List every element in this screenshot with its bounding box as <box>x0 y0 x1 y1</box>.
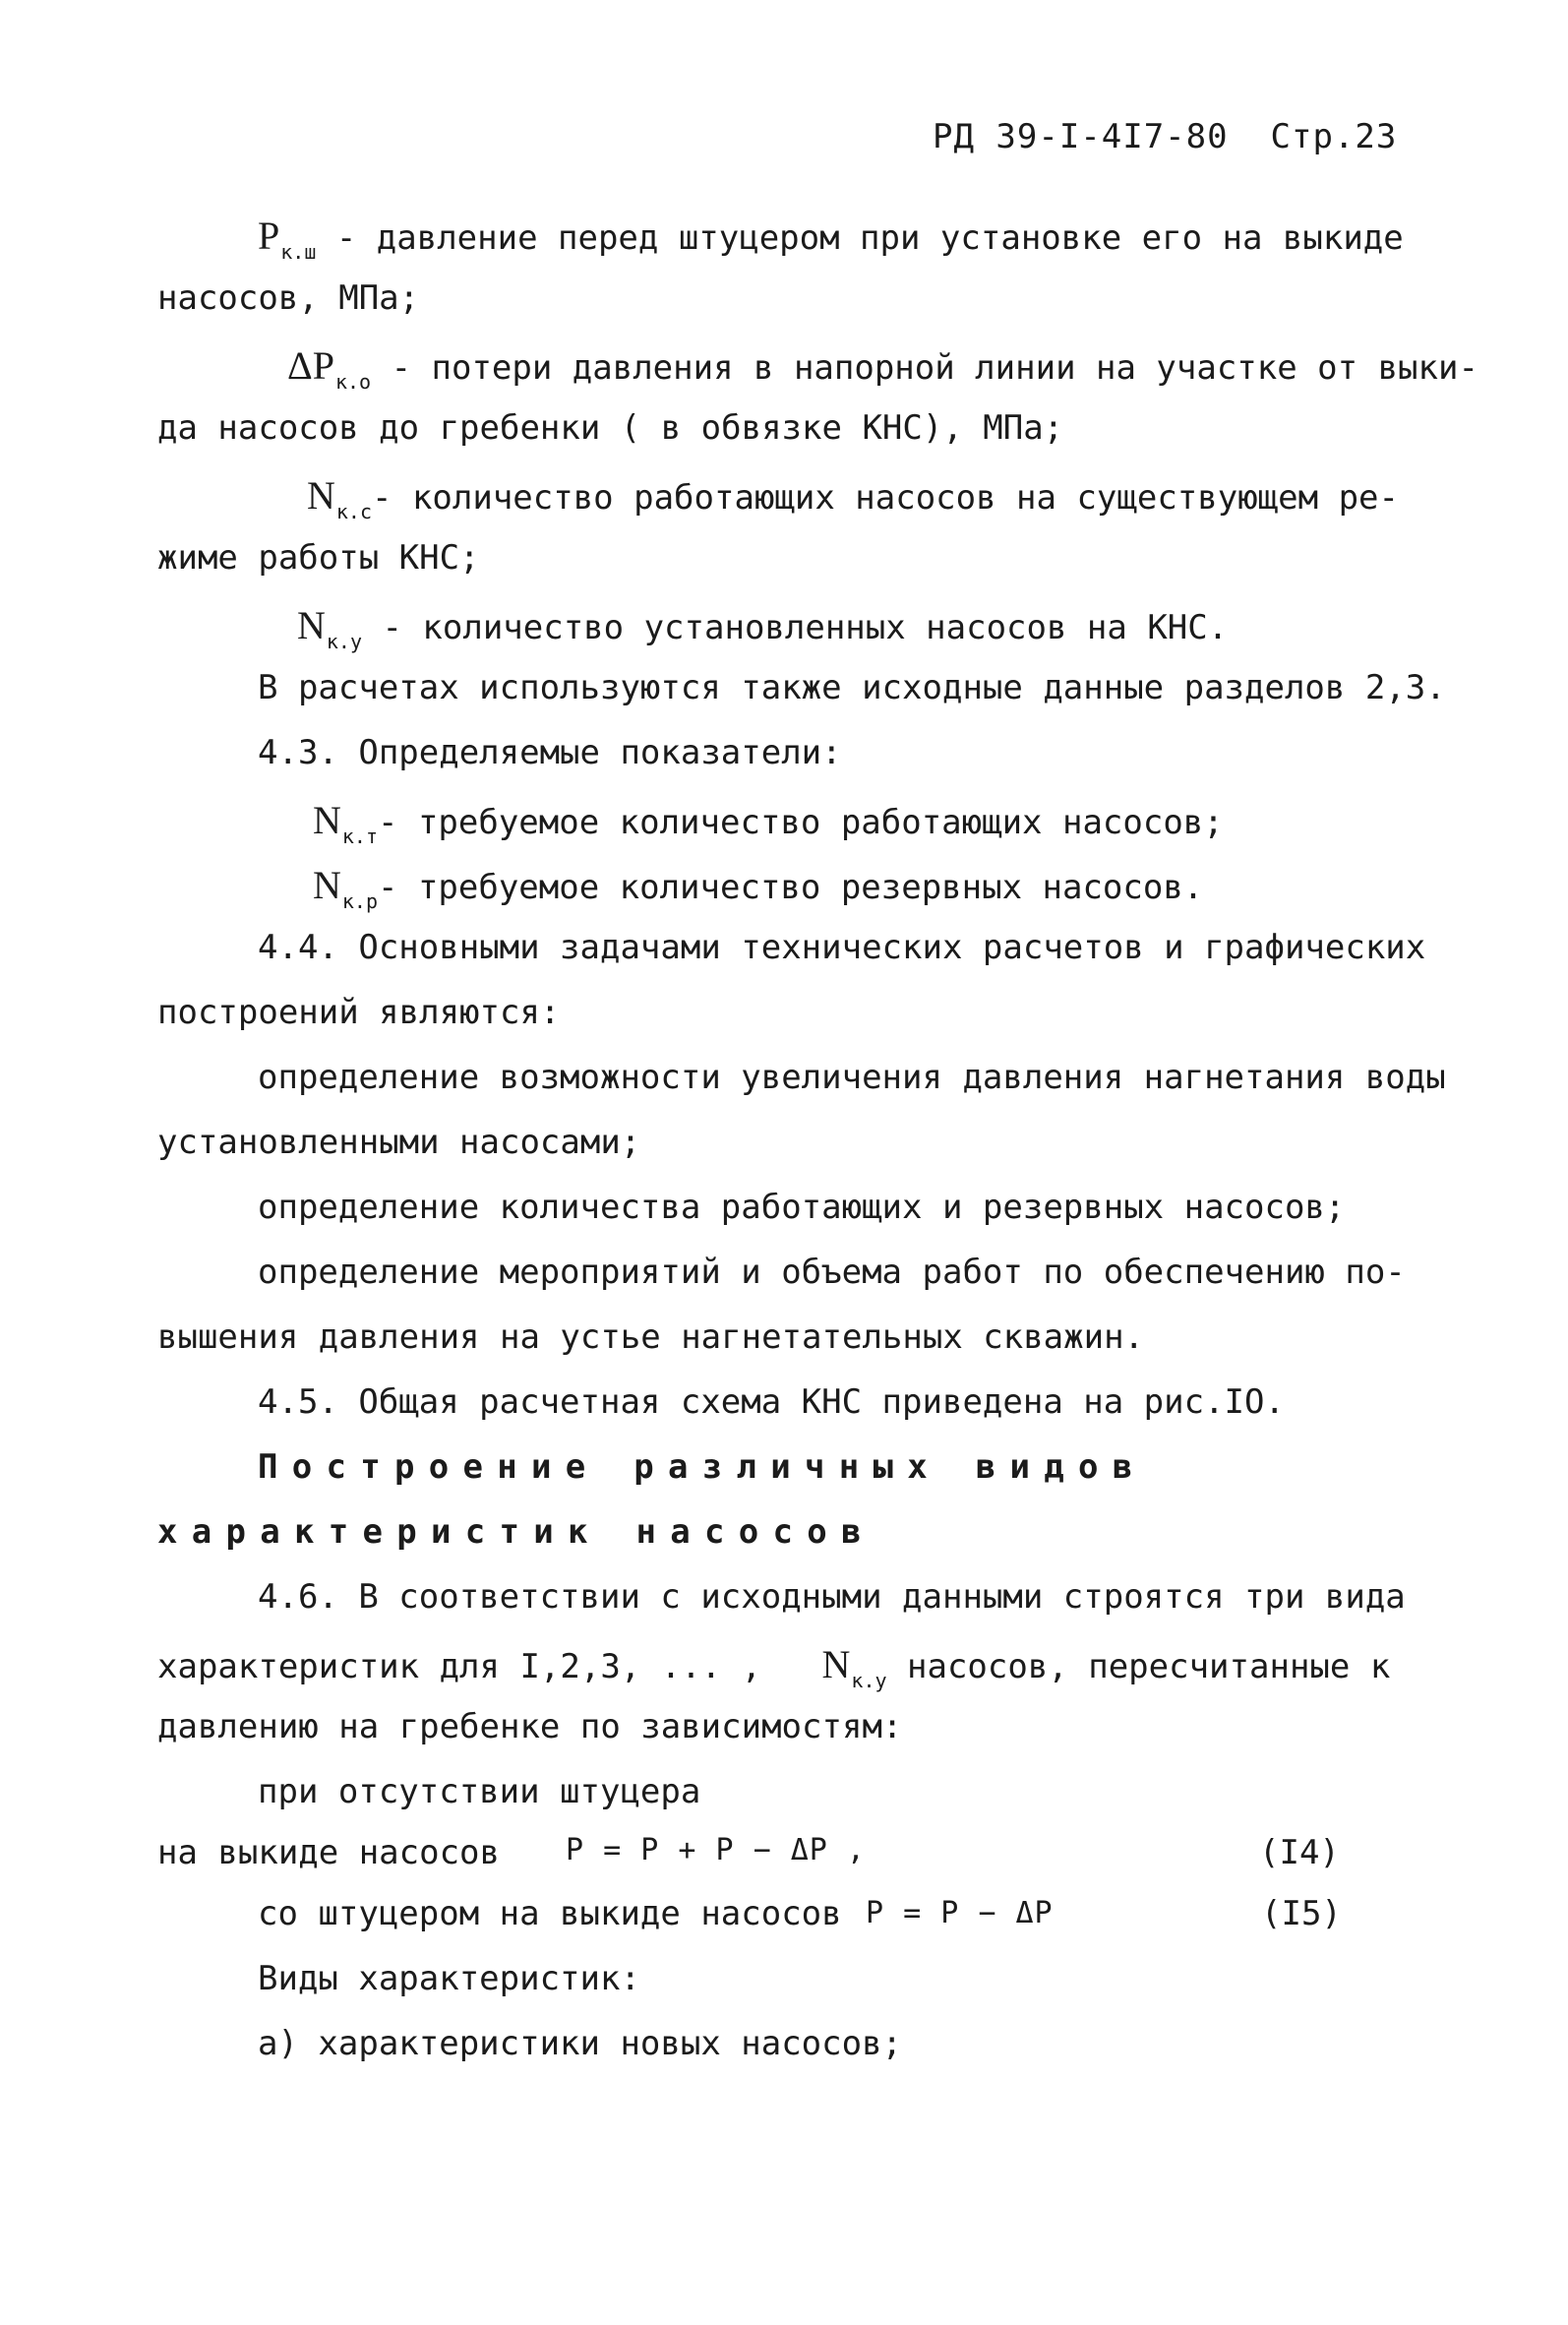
symbol: N <box>313 863 341 907</box>
definition-text: - давление перед штуцером при установке его на выкиде <box>316 218 1404 258</box>
paragraph-line: определение количества работающих и резервных насосов; <box>258 1188 1346 1227</box>
paragraph-line: определение возможности увеличения давления нагнетания воды <box>258 1058 1446 1097</box>
paragraph-line: 4.4. Основными задачами технических расчетов и графических <box>258 928 1426 967</box>
definition-text: - количество установленных насосов на КНС. <box>362 608 1229 647</box>
paragraph-line: вышения давления на устье нагнетательных скважин. <box>157 1317 1145 1357</box>
symbol-subscript: к.с <box>335 500 373 523</box>
definition-continuation: жиме работы КНС; <box>157 538 480 578</box>
symbol: N <box>297 603 326 647</box>
formula-14: P = P + P − ΔP , <box>566 1833 866 1867</box>
document-reference: РД 39-I-4I7-80 <box>933 117 1229 156</box>
symbol-subscript: к.ш <box>280 240 317 264</box>
paragraph-line: 4.6. В соответствии с исходными данными строятся три вида <box>258 1577 1406 1617</box>
section-heading: характеристик насосов <box>157 1512 875 1552</box>
line-prefix: характеристик для I,2,3, ... , <box>157 1647 762 1686</box>
formula-14-prefix: на выкиде насосов <box>157 1833 500 1872</box>
paragraph-line: а) характеристики новых насосов; <box>258 2024 903 2063</box>
formula-15: P = P − ΔP <box>866 1896 1054 1930</box>
line-suffix: насосов, пересчитанные к <box>907 1647 1391 1686</box>
paragraph-line: Виды характеристик: <box>258 1959 640 1998</box>
paragraph-line: установленными насосами; <box>157 1123 641 1162</box>
indicator-item <box>313 863 1204 913</box>
symbol: N <box>313 798 341 842</box>
formula-14-number: (I4) <box>1259 1833 1340 1872</box>
definition-continuation: насосов, МПа; <box>157 278 420 318</box>
section-title: 4.3. Определяемые показатели: <box>258 733 842 772</box>
definition-line <box>258 214 1404 264</box>
indicator-item <box>313 798 1224 848</box>
paragraph: В расчетах используются также исходные данные разделов 2,3. <box>258 668 1446 707</box>
definition-text: - потери давления в напорной линии на участке от выки- <box>371 348 1478 388</box>
indicator-text: - требуемое количество резервных насосов. <box>378 868 1204 907</box>
symbol-subscript: к.у <box>851 1669 887 1692</box>
definition-text: - количество работающих насосов на существующем ре- <box>372 478 1399 518</box>
page-header <box>933 117 1398 156</box>
formula-15-number: (I5) <box>1261 1894 1342 1933</box>
definition-line <box>307 473 1399 523</box>
definition-line <box>287 343 1478 394</box>
symbol: N <box>821 1642 851 1686</box>
indicator-text: - требуемое количество работающих насосов; <box>378 803 1224 842</box>
paragraph: 4.5. Общая расчетная схема КНС приведена на рис.IO. <box>258 1382 1285 1422</box>
paragraph-line: давлению на гребенке по зависимостям: <box>157 1707 903 1746</box>
symbol-subscript: к.у <box>326 630 363 653</box>
paragraph-line: построений являются: <box>157 993 561 1032</box>
symbol: ΔP <box>287 343 334 388</box>
symbol-subscript: к.р <box>341 889 379 913</box>
symbol: N <box>307 473 335 518</box>
section-heading: Построение различных видов <box>258 1447 1147 1487</box>
symbol-subscript: к.о <box>334 370 372 394</box>
definition-continuation: да насосов до гребенки ( в обвязке КНС), МПа; <box>157 408 1064 448</box>
paragraph-line <box>157 1642 1391 1692</box>
symbol-subscript: к.т <box>341 825 379 848</box>
definition-line <box>297 603 1229 653</box>
symbol: P <box>258 214 280 258</box>
formula-15-prefix: со штуцером на выкиде насосов <box>258 1894 842 1933</box>
formula-intro: при отсутствии штуцера <box>258 1772 701 1811</box>
page-number: Стр.23 <box>1270 117 1398 156</box>
paragraph-line: определение мероприятий и объема работ по обеспечению по- <box>258 1253 1406 1292</box>
